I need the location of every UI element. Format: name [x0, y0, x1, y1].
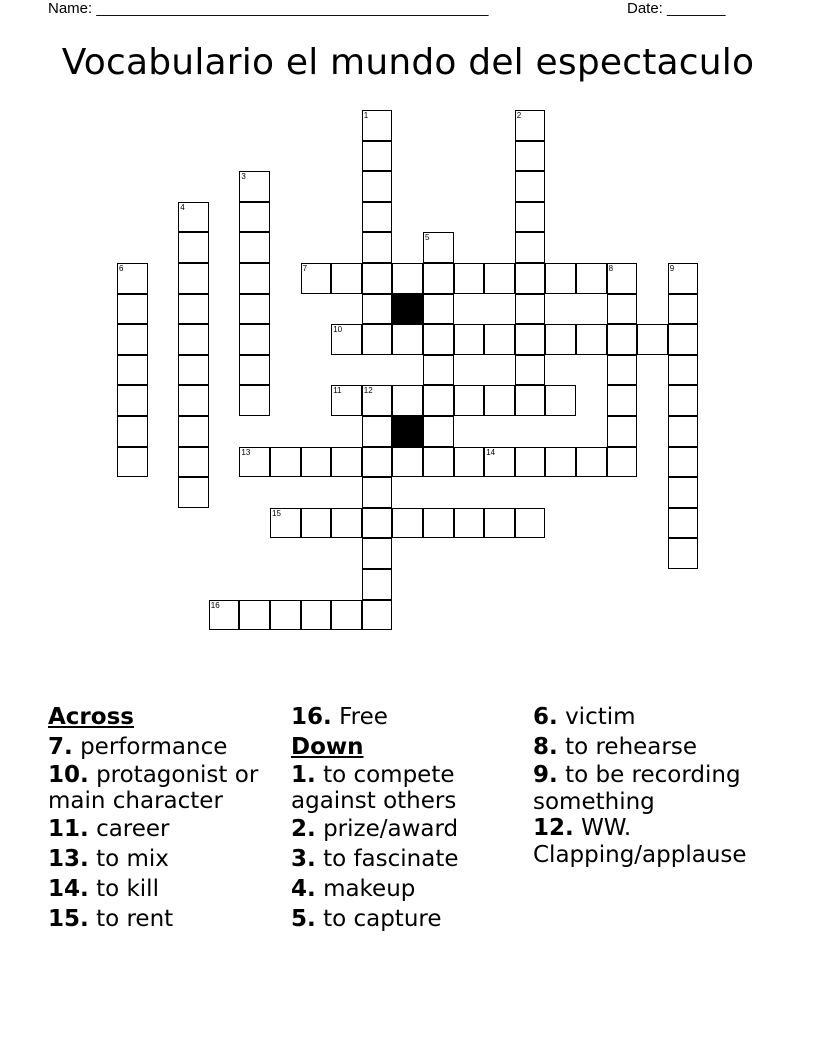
crossword-cell[interactable] [362, 508, 393, 539]
crossword-cell[interactable] [423, 294, 454, 325]
clue-number: 7 [302, 264, 308, 273]
crossword-cell[interactable] [576, 447, 607, 478]
crossword-cell[interactable] [362, 263, 393, 294]
clue-down-6: 6. victim [533, 704, 636, 730]
crossword-cell[interactable] [668, 416, 699, 447]
clue-number: 1 [363, 111, 369, 120]
clue-number: 16 [210, 600, 220, 610]
across-heading: Across [48, 704, 134, 730]
crossword-cell[interactable] [607, 294, 638, 325]
crossword-cell[interactable] [545, 324, 576, 355]
crossword-cell[interactable] [515, 324, 546, 355]
crossword-cell[interactable] [178, 263, 209, 294]
clue-down-3: 3. to fascinate [291, 846, 459, 872]
crossword-cell[interactable] [178, 232, 209, 263]
crossword-cell[interactable] [331, 385, 362, 416]
crossword-cell[interactable] [117, 263, 148, 294]
crossword-cell[interactable] [362, 110, 393, 141]
crossword-cell[interactable] [239, 324, 270, 355]
crossword-cell[interactable] [362, 385, 393, 416]
crossword-cell[interactable] [239, 202, 270, 233]
crossword-cell[interactable] [515, 508, 546, 539]
clue-across-13: 13. to mix [48, 846, 169, 872]
crossword-cell[interactable] [454, 324, 485, 355]
date-field-label: Date: _______ [627, 0, 726, 17]
crossword-cell[interactable] [331, 324, 362, 355]
crossword-cell[interactable] [423, 355, 454, 386]
crossword-cell[interactable] [239, 171, 270, 202]
crossword-cell[interactable] [484, 263, 515, 294]
crossword-cell[interactable] [239, 355, 270, 386]
crossword-cell[interactable] [607, 324, 638, 355]
name-field-label: Name: _______________________________________________ [48, 0, 489, 17]
clue-across-11: 11. career [48, 816, 170, 842]
crossword-cell[interactable] [301, 600, 332, 631]
crossword-cell[interactable] [239, 447, 270, 478]
crossword-cell[interactable] [117, 416, 148, 447]
clue-down-5: 5. to capture [291, 906, 442, 932]
clue-column-3 [533, 702, 773, 868]
crossword-cell[interactable] [178, 294, 209, 325]
crossword-cell[interactable] [392, 385, 423, 416]
crossword-cell[interactable] [515, 385, 546, 416]
black-square [392, 294, 423, 325]
crossword-cell[interactable] [392, 324, 423, 355]
crossword-cell[interactable] [270, 447, 301, 478]
crossword-cell[interactable] [362, 202, 393, 233]
crossword-cell[interactable] [362, 569, 393, 600]
crossword-cell[interactable] [239, 600, 270, 631]
crossword-cell[interactable] [515, 355, 546, 386]
crossword-cell[interactable] [362, 416, 393, 447]
crossword-cell[interactable] [331, 263, 362, 294]
crossword-cell[interactable] [423, 385, 454, 416]
crossword-cell[interactable] [545, 447, 576, 478]
crossword-cell[interactable] [454, 263, 485, 294]
clue-across-10: 10. protagonist or main character [48, 762, 259, 814]
crossword-cell[interactable] [668, 294, 699, 325]
crossword-cell[interactable] [239, 232, 270, 263]
crossword-cell[interactable] [484, 324, 515, 355]
crossword-cell[interactable] [423, 263, 454, 294]
clue-down-8: 8. to rehearse [533, 734, 697, 760]
clue-number: 15 [272, 508, 281, 518]
crossword-cell[interactable] [515, 294, 546, 325]
crossword-cell[interactable] [331, 508, 362, 539]
crossword-cell[interactable] [362, 171, 393, 202]
crossword-cell[interactable] [362, 324, 393, 355]
clue-column-2 [291, 702, 491, 934]
crossword-cell[interactable] [515, 171, 546, 202]
crossword-cell[interactable] [301, 447, 332, 478]
crossword-cell[interactable] [423, 232, 454, 263]
crossword-cell[interactable] [270, 508, 301, 539]
crossword-cell[interactable] [178, 324, 209, 355]
crossword-cell[interactable] [668, 263, 699, 294]
down-heading: Down [291, 734, 364, 760]
clue-down-2: 2. prize/award [291, 816, 459, 842]
crossword-cell[interactable] [362, 141, 393, 172]
clue-number: 11 [333, 386, 342, 396]
crossword-cell[interactable] [362, 600, 393, 631]
crossword-cell[interactable] [301, 508, 332, 539]
crossword-cell[interactable] [362, 538, 393, 569]
crossword-cell[interactable] [607, 385, 638, 416]
crossword-cell[interactable] [178, 355, 209, 386]
crossword-cell[interactable] [178, 416, 209, 447]
crossword-cell[interactable] [668, 538, 699, 569]
clue-across-14: 14. to kill [48, 876, 159, 902]
crossword-cell[interactable] [607, 263, 638, 294]
clue-number: 10 [333, 325, 343, 335]
crossword-cell[interactable] [484, 447, 515, 478]
clue-number: 13 [241, 447, 251, 457]
crossword-cell[interactable] [668, 385, 699, 416]
crossword-cell[interactable] [362, 232, 393, 263]
crossword-cell[interactable] [668, 477, 699, 508]
crossword-cell[interactable] [178, 385, 209, 416]
crossword-cell[interactable] [668, 324, 699, 355]
crossword-cell[interactable] [423, 508, 454, 539]
clue-across-7: 7. performance [48, 734, 228, 760]
crossword-cell[interactable] [423, 324, 454, 355]
clue-across-15: 15. to rent [48, 906, 174, 932]
crossword-cell[interactable] [607, 447, 638, 478]
crossword-cell[interactable] [545, 385, 576, 416]
crossword-cell[interactable] [392, 447, 423, 478]
crossword-cell[interactable] [117, 355, 148, 386]
black-square [392, 416, 423, 447]
crossword-cell[interactable] [117, 447, 148, 478]
crossword-cell[interactable] [576, 324, 607, 355]
clue-across-16: 16. Free [291, 704, 388, 730]
crossword-cell[interactable] [178, 447, 209, 478]
crossword-cell[interactable] [607, 416, 638, 447]
clue-number: 3 [241, 172, 246, 182]
clue-number: 2 [516, 111, 522, 120]
clue-number: 4 [180, 202, 185, 212]
crossword-cell[interactable] [668, 447, 699, 478]
crossword-cell[interactable] [270, 600, 301, 631]
crossword-cell[interactable] [545, 263, 576, 294]
clue-number: 6 [119, 264, 124, 273]
crossword-cell[interactable] [331, 600, 362, 631]
crossword-cell[interactable] [515, 232, 546, 263]
clue-number: 14 [486, 447, 496, 457]
crossword-cell[interactable] [239, 263, 270, 294]
crossword-cell[interactable] [454, 385, 485, 416]
crossword-cell[interactable] [484, 385, 515, 416]
crossword-cell[interactable] [392, 263, 423, 294]
clue-down-9: 9. to be recording something [533, 762, 741, 815]
crossword-cell[interactable] [239, 385, 270, 416]
crossword-cell[interactable] [392, 508, 423, 539]
clue-down-12: 12. WW. Clapping/applause [533, 815, 747, 868]
crossword-cell[interactable] [362, 447, 393, 478]
crossword-cell[interactable] [362, 294, 393, 325]
crossword-cell[interactable] [515, 202, 546, 233]
clue-down-1: 1. to compete against others [291, 762, 457, 814]
crossword-cell[interactable] [178, 202, 209, 233]
crossword-cell[interactable] [331, 447, 362, 478]
crossword-cell[interactable] [515, 447, 546, 478]
crossword-cell[interactable] [515, 263, 546, 294]
clue-down-4: 4. makeup [291, 876, 416, 902]
crossword-cell[interactable] [607, 355, 638, 386]
crossword-cell[interactable] [117, 324, 148, 355]
crossword-cell[interactable] [576, 263, 607, 294]
crossword-cell[interactable] [454, 447, 485, 478]
crossword-cell[interactable] [209, 600, 240, 631]
crossword-cell[interactable] [362, 477, 393, 508]
crossword-cell[interactable] [637, 324, 668, 355]
crossword-cell[interactable] [301, 263, 332, 294]
crossword-cell[interactable] [515, 141, 546, 172]
crossword-cell[interactable] [484, 508, 515, 539]
crossword-cell[interactable] [117, 294, 148, 325]
crossword-cell[interactable] [423, 416, 454, 447]
clue-number: 9 [669, 264, 675, 273]
clue-column-1 [48, 702, 278, 934]
crossword-cell[interactable] [668, 508, 699, 539]
clue-number: 5 [425, 233, 430, 243]
crossword-cell[interactable] [515, 110, 546, 141]
crossword-cell[interactable] [178, 477, 209, 508]
crossword-cell[interactable] [239, 294, 270, 325]
page-title: Vocabulario el mundo del espectaculo [61, 42, 755, 83]
clue-number: 12 [363, 386, 373, 396]
clue-number: 8 [608, 264, 614, 273]
crossword-cell[interactable] [454, 508, 485, 539]
crossword-cell[interactable] [668, 355, 699, 386]
crossword-cell[interactable] [117, 385, 148, 416]
crossword-cell[interactable] [423, 447, 454, 478]
